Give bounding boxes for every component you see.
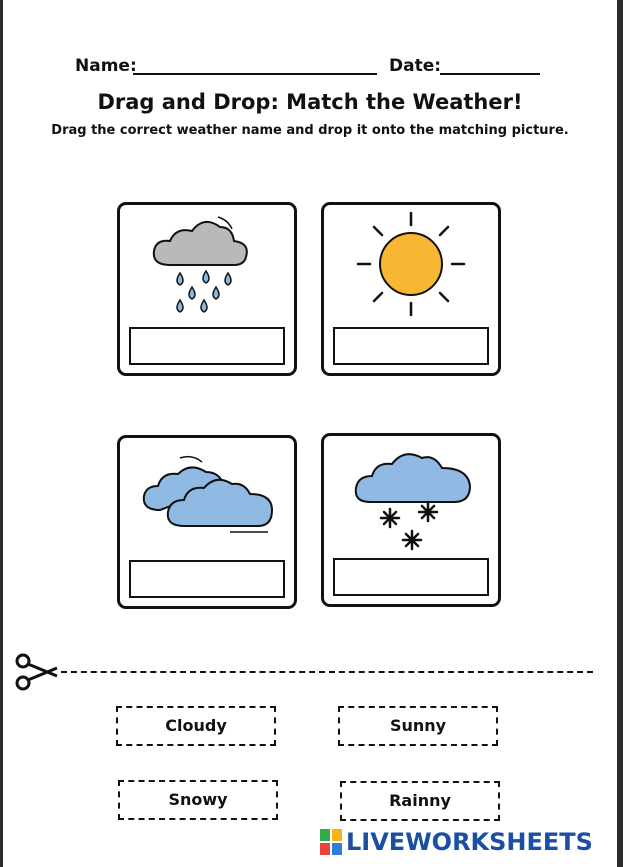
date-input-line[interactable] xyxy=(440,73,540,75)
word-tile-sunny[interactable]: Sunny xyxy=(338,706,498,746)
date-label: Date: xyxy=(389,56,442,76)
sun-card xyxy=(321,202,501,376)
scissors-icon xyxy=(13,652,59,692)
page-title: Drag and Drop: Match the Weather! xyxy=(97,90,523,114)
cut-line xyxy=(61,671,593,673)
cloudy-card xyxy=(117,435,297,609)
word-tile-snowy[interactable]: Snowy xyxy=(118,780,278,820)
rain-cloud-icon xyxy=(120,205,294,325)
word-tile-cloudy[interactable]: Cloudy xyxy=(116,706,276,746)
sun-icon xyxy=(324,205,498,325)
snow-cloud-icon xyxy=(324,436,498,556)
word-tile-rainny[interactable]: Rainny xyxy=(340,781,500,821)
liveworksheets-logo xyxy=(320,826,593,858)
liveworksheets-logo-text: LIVEWORKSHEETS xyxy=(346,828,593,856)
cloudy-icon xyxy=(120,438,294,558)
snow-drop-zone[interactable] xyxy=(333,558,489,596)
cloudy-drop-zone[interactable] xyxy=(129,560,285,598)
rain-drop-zone[interactable] xyxy=(129,327,285,365)
worksheet-page xyxy=(3,0,617,867)
sun-drop-zone[interactable] xyxy=(333,327,489,365)
rain-card xyxy=(117,202,297,376)
name-label: Name: xyxy=(75,56,137,76)
name-input-line[interactable] xyxy=(133,73,377,75)
snow-card xyxy=(321,433,501,607)
instructions: Drag the correct weather name and drop it onto the matching picture. xyxy=(51,123,569,138)
liveworksheets-logo-icon xyxy=(320,829,342,855)
